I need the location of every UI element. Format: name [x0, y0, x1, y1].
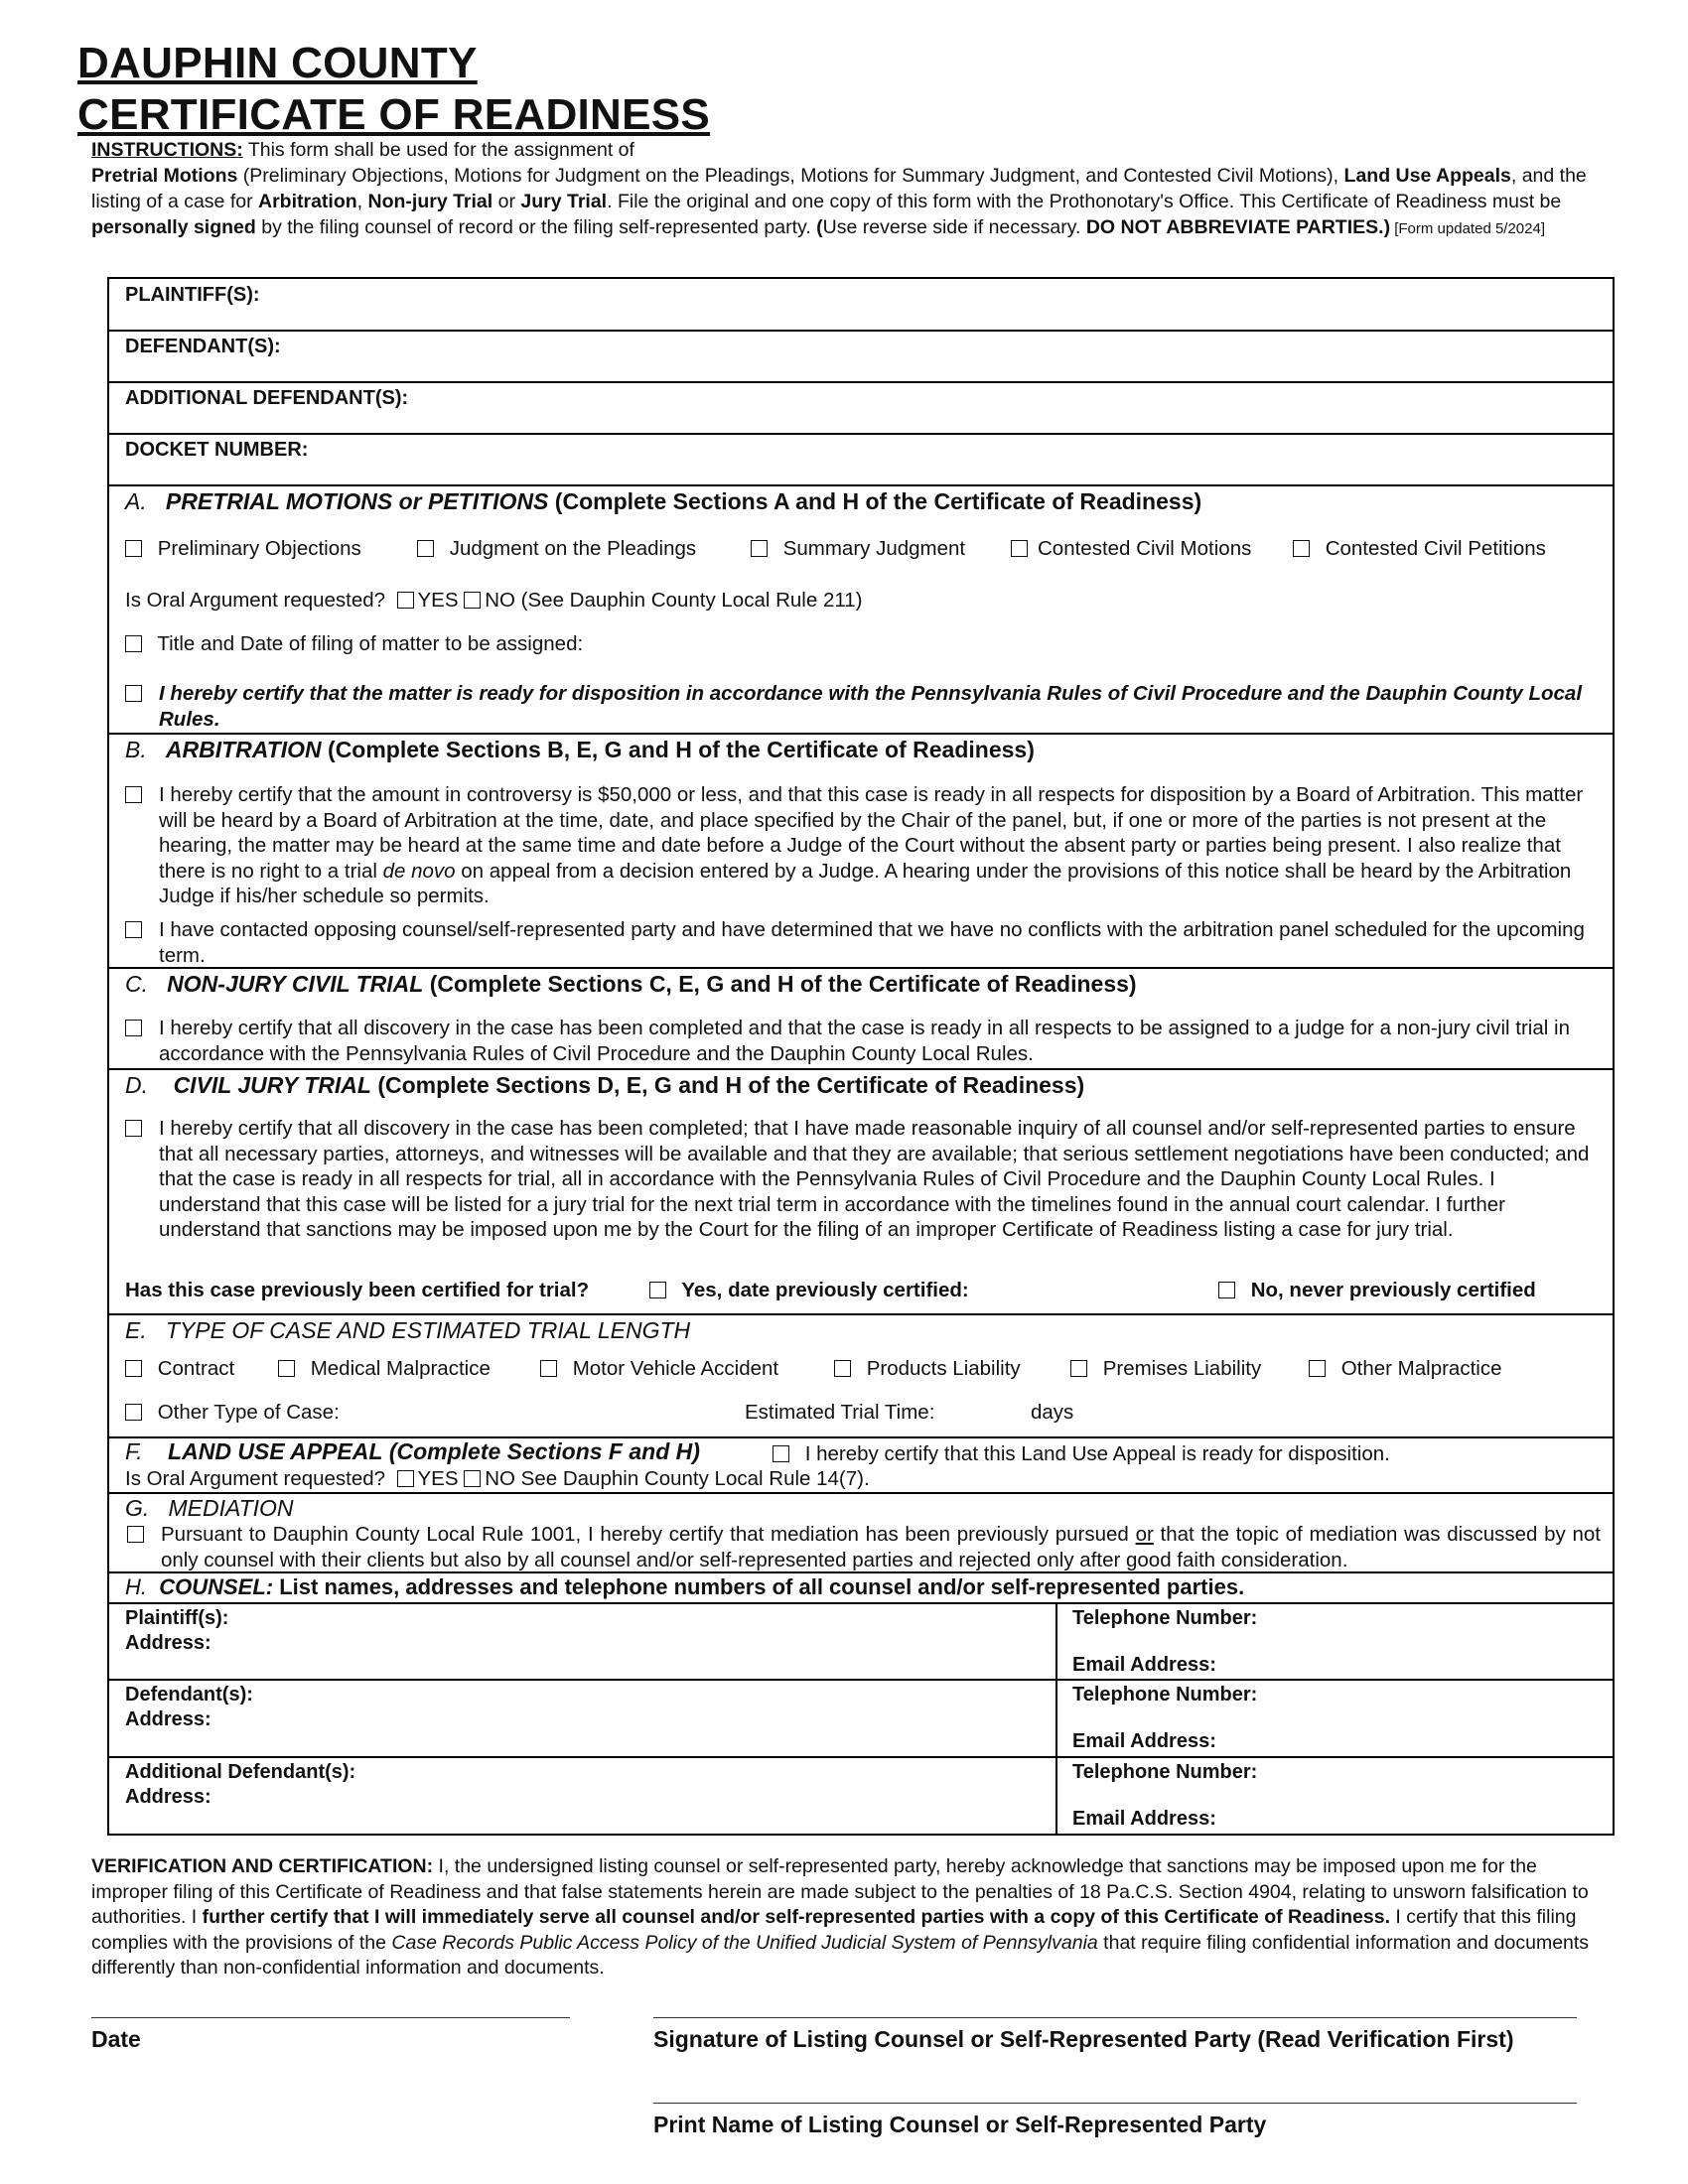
section-a-option[interactable] — [1011, 536, 1251, 562]
section-letter: C. — [125, 971, 148, 997]
land-use-certify[interactable] — [773, 1441, 1390, 1467]
section-name: CIVIL JURY TRIAL — [173, 1072, 371, 1098]
checkbox[interactable] — [834, 1360, 851, 1377]
instructions-text: , — [356, 191, 368, 212]
checkbox[interactable] — [649, 1282, 666, 1298]
date-label: Date — [91, 2026, 141, 2052]
checkbox[interactable] — [125, 1404, 142, 1421]
address-label: Address: — [125, 1786, 211, 1808]
column-divider — [1055, 1602, 1057, 1836]
checkbox[interactable] — [127, 1526, 144, 1543]
section-a-oral-argument — [125, 588, 862, 614]
section-letter: H. — [125, 1574, 147, 1599]
paragraph-text: I hereby certify that all discovery in the case has been completed and that the case is ready in all respects to be assigned to a judge for a non-jury civil trial in accordance with the Pennsylvania Rules of Civil Procedure and the Dauphin County Local Rules. — [159, 1017, 1570, 1065]
prev-certified-question: Has this case previously been certified for trial? — [125, 1279, 590, 1301]
section-h-heading — [125, 1573, 1244, 1601]
section-f-oral-argument — [125, 1466, 870, 1492]
party-label: Plaintiff(s): — [125, 1607, 229, 1629]
instructions-text: . File the original and one copy of this form with the Prothonotary's Office. This Certificate of Readiness must be — [607, 191, 1562, 212]
certificate-form — [107, 277, 1615, 1836]
section-name: LAND USE APPEAL — [168, 1438, 383, 1464]
option-label: Contract — [157, 1357, 235, 1380]
title-line-1: DAUPHIN COUNTY — [77, 39, 478, 87]
paragraph-text: I have contacted opposing counsel/self-represented party and have determined that we have no conflicts with the arbitration panel scheduled for the upcoming term. — [159, 918, 1585, 967]
days-label: days — [1031, 1401, 1074, 1424]
section-instructions: (Complete Sections C, E, G and H of the Certificate of Readiness) — [423, 971, 1137, 997]
section-a-certify[interactable] — [159, 681, 1589, 732]
checkbox[interactable] — [125, 540, 142, 557]
checkbox[interactable] — [1293, 540, 1310, 557]
section-b-heading — [125, 736, 1035, 764]
section-name: MEDIATION — [168, 1495, 294, 1521]
checkbox[interactable] — [751, 540, 768, 557]
docket-number-field[interactable]: DOCKET NUMBER: — [125, 439, 309, 461]
case-type-option[interactable] — [125, 1356, 234, 1382]
counsel-party-field[interactable] — [125, 1683, 253, 1732]
rule — [109, 1756, 1613, 1758]
verification — [91, 1854, 1591, 1981]
instructions-text: , and the listing of a case for — [91, 165, 1587, 212]
rule — [109, 1679, 1613, 1681]
rule — [109, 381, 1613, 383]
instructions-bold: Land Use Appeals — [1343, 165, 1511, 187]
section-letter: E. — [125, 1317, 147, 1343]
prev-certified-no[interactable] — [1218, 1278, 1536, 1303]
option-label: I hereby certify that this Land Use Appeal is ready for disposition. — [804, 1442, 1390, 1465]
counsel-party-field[interactable] — [125, 1760, 355, 1810]
counsel-email-field[interactable]: Email Address: — [1072, 1654, 1216, 1676]
section-letter: A. — [125, 488, 147, 514]
section-a-option[interactable] — [751, 536, 965, 562]
counsel-email-field[interactable]: Email Address: — [1072, 1808, 1216, 1830]
verification-label: VERIFICATION AND CERTIFICATION: — [91, 1855, 434, 1877]
verification-italic: Case Records Public Access Policy of the Unified Judicial System of Pennsylvania — [391, 1931, 1098, 1954]
paragraph-italic: de novo — [382, 859, 456, 883]
checkbox[interactable] — [1309, 1360, 1326, 1377]
section-letter: B. — [125, 737, 147, 762]
instructions — [91, 137, 1601, 242]
certify-text: I hereby certify that the matter is ready for disposition in accordance with the Pennsylvania Rules of Civil Procedure and the Dauphin County Local Rules. — [159, 682, 1583, 731]
verification-text: I certify that this filing complies with the provisions of the — [91, 1906, 1577, 1954]
checkbox[interactable] — [1070, 1360, 1087, 1377]
paragraph-text: I hereby certify that the amount in controversy is $50,000 or less, and that this case is ready in all respects for disposition by a Board of Arbitration. This matter will be heard by a Board of Arbitration at the time, date, and place specified by the Chair of the panel, but, if one or more of the parties is not present at the hearing, the matter may be heard at the same time and date before a Judge of the Court without the absent party or parties being present. I also realize that there is no right to a trial — [159, 783, 1584, 883]
oral-argument-question: Is Oral Argument requested? — [125, 589, 386, 612]
prev-certified-yes[interactable] — [649, 1278, 969, 1303]
rule — [109, 1068, 1613, 1070]
checkbox[interactable] — [125, 1020, 142, 1036]
option-label: Judgment on the Pleadings — [449, 537, 697, 560]
option-label: No, never previously certified — [1250, 1279, 1536, 1301]
verification-text: that require filing confidential information and documents differently than non-confidential information and documents. — [91, 1931, 1590, 1979]
title-line-2: CERTIFICATE OF READINESS — [77, 90, 711, 139]
paragraph-text: Pursuant to Dauphin County Local Rule 1001, I hereby certify that mediation has been previously pursued — [161, 1523, 1136, 1546]
section-g-heading — [125, 1494, 294, 1523]
address-label: Address: — [125, 1632, 211, 1654]
section-letter: F. — [125, 1438, 143, 1464]
checkbox[interactable] — [125, 1120, 142, 1137]
signature-line[interactable] — [653, 2017, 1577, 2018]
instructions-text: Use reverse side if necessary. — [822, 216, 1086, 238]
section-a-heading — [125, 487, 1201, 516]
section-instructions: (Complete Sections F and H) — [388, 1438, 700, 1464]
instructions-bold: personally signed — [91, 216, 256, 238]
plaintiffs-field[interactable]: PLAINTIFF(S): — [125, 284, 260, 306]
counsel-phone-field[interactable]: Telephone Number: — [1072, 1607, 1258, 1629]
section-b-arbitration-certify[interactable] — [159, 782, 1599, 909]
checkbox[interactable] — [1011, 540, 1028, 557]
instructions-label: INSTRUCTIONS: — [91, 139, 243, 161]
paragraph-text: that the topic of mediation was discussed by not only counsel with their clients but also by all counsel and/or self-represented parties and rejected only after good faith consideration. — [161, 1523, 1601, 1571]
additional-defendants-field[interactable]: ADDITIONAL DEFENDANT(S): — [125, 387, 409, 409]
verification-text: I, the undersigned listing counsel or self-represented party, hereby acknowledge that sanctions may be imposed upon me for the improper filing of this Certificate of Readiness and that false statements herein are made subject to the penalties of 18 Pa.C.S. Section 4904, relating to unsworn falsification to authorities. I — [91, 1855, 1589, 1928]
instructions-text: by the filing counsel of record or the filing self-represented party. — [255, 216, 817, 238]
section-name: PRETRIAL MOTIONS or PETITIONS — [165, 488, 549, 514]
option-label: Motor Vehicle Accident — [572, 1357, 779, 1380]
no-label: NO See Dauphin County Local Rule 14(7). — [485, 1467, 870, 1490]
counsel-email-field[interactable]: Email Address: — [1072, 1730, 1216, 1752]
estimated-trial-time-label: Estimated Trial Time: — [745, 1401, 935, 1424]
print-name-line[interactable] — [653, 2103, 1577, 2104]
rule — [109, 1602, 1613, 1604]
section-letter: G. — [125, 1495, 150, 1521]
verification-bold: further certify that I will immediately serve all counsel and/or self-represented parties with a copy of this Certificate of Readiness. — [202, 1906, 1390, 1928]
instructions-bold: Jury Trial — [520, 191, 608, 212]
section-a-option[interactable] — [125, 536, 361, 562]
case-type-option[interactable] — [834, 1356, 1021, 1382]
option-label: Products Liability — [866, 1357, 1021, 1380]
form-updated-note: [Form updated 5/2024] — [1390, 220, 1545, 237]
rule — [109, 1313, 1613, 1315]
section-name: ARBITRATION — [165, 737, 322, 762]
instructions-bold: Arbitration — [258, 191, 357, 212]
checkbox[interactable] — [125, 1360, 142, 1377]
case-type-option[interactable] — [540, 1356, 778, 1382]
case-type-option[interactable] — [1309, 1356, 1501, 1382]
date-line[interactable] — [91, 2017, 570, 2018]
rule — [109, 484, 1613, 486]
title-date-field[interactable] — [125, 631, 583, 657]
oral-no-checkbox[interactable] — [464, 1470, 481, 1487]
checkbox[interactable] — [125, 786, 142, 803]
party-label: Defendant(s): — [125, 1684, 253, 1706]
option-label: Contested Civil Petitions — [1325, 537, 1546, 560]
instructions-bold: DO NOT ABBREVIATE PARTIES.) — [1085, 216, 1391, 238]
party-label: Additional Defendant(s): — [125, 1761, 356, 1783]
section-c-heading — [125, 970, 1137, 999]
checkbox[interactable] — [125, 921, 142, 938]
option-label: Preliminary Objections — [157, 537, 361, 560]
section-g-certify[interactable] — [161, 1522, 1601, 1572]
checkbox[interactable] — [540, 1360, 557, 1377]
section-instructions: (Complete Sections D, E, G and H of the Certificate of Readiness) — [370, 1072, 1085, 1098]
checkbox[interactable] — [773, 1445, 789, 1462]
instructions-text: This form shall be used for the assignment of — [242, 139, 634, 161]
option-label: Other Malpractice — [1340, 1357, 1502, 1380]
checkbox[interactable] — [125, 635, 142, 652]
yes-label: YES — [417, 1467, 459, 1490]
rule — [109, 433, 1613, 435]
print-name-label: Print Name of Listing Counsel or Self-Represented Party — [653, 2112, 1267, 2137]
defendants-field[interactable]: DEFENDANT(S): — [125, 336, 281, 357]
rule — [109, 330, 1613, 332]
title-date-label: Title and Date of filing of matter to be assigned: — [157, 632, 584, 655]
paragraph-text: on appeal from a decision entered by a Judge. A hearing under the provisions of this notice shall be heard by the Arbitration Judge if his/her schedule so permits. — [159, 859, 1572, 907]
section-b-conflicts-certify[interactable] — [159, 917, 1599, 968]
case-type-option[interactable] — [278, 1356, 491, 1382]
option-label: Summary Judgment — [782, 537, 966, 560]
instructions-bold: Pretrial Motions — [91, 165, 238, 187]
section-c-certify[interactable] — [159, 1016, 1599, 1066]
oral-no-checkbox[interactable] — [464, 592, 481, 609]
paragraph-underline: or — [1135, 1523, 1154, 1546]
yes-label: YES — [417, 589, 459, 612]
paragraph-text: I hereby certify that all discovery in the case has been completed; that I have made reasonable inquiry of all counsel and/or self-represented parties to ensure that all necessary parties, attorneys, and witnesses will be available and that they are available; that serious settlement negotiations have been conducted; and that the case is ready in all respects for trial, all in accordance with the Pennsylvania Rules of Civil Procedure and the Dauphin County Local Rules. I understand that this case will be listed for a jury trial for the next trial term in accordance with the timelines found in the annual court calendar. I further understand that sanctions may be imposed upon me by the Court for the filing of an improper Certificate of Readiness listing a case for jury trial. — [159, 1117, 1590, 1241]
section-instructions: (Complete Sections A and H of the Certificate of Readiness) — [548, 488, 1202, 514]
checkbox[interactable] — [278, 1360, 295, 1377]
instructions-bold: Non-jury Trial — [367, 191, 493, 212]
section-instructions: List names, addresses and telephone numbers of all counsel and/or self-represented parties. — [273, 1574, 1245, 1599]
instructions-text: (Preliminary Objections, Motions for Judgment on the Pleadings, Motions for Summary Judgment, and Contested Civil Motions), — [237, 165, 1344, 187]
option-label: Other Type of Case: — [157, 1401, 340, 1424]
rule — [109, 1492, 1613, 1494]
option-label: Medical Malpractice — [310, 1357, 491, 1380]
section-a-option[interactable] — [1293, 536, 1546, 562]
no-label: NO (See Dauphin County Local Rule 211) — [485, 589, 863, 612]
option-label: Yes, date previously certified: — [681, 1279, 969, 1301]
address-label: Address: — [125, 1708, 211, 1730]
section-e-heading — [125, 1316, 690, 1345]
signature-label: Signature of Listing Counsel or Self-Represented Party (Read Verification First) — [653, 2026, 1514, 2052]
counsel-phone-field[interactable]: Telephone Number: — [1072, 1761, 1258, 1783]
checkbox[interactable] — [1218, 1282, 1235, 1298]
option-label: Premises Liability — [1102, 1357, 1262, 1380]
option-label: Contested Civil Motions — [1038, 537, 1252, 560]
section-name: TYPE OF CASE AND ESTIMATED TRIAL LENGTH — [165, 1317, 691, 1343]
section-name: COUNSEL: — [159, 1574, 274, 1599]
section-f-heading — [125, 1437, 700, 1466]
section-name: NON-JURY CIVIL TRIAL — [167, 971, 424, 997]
other-case-type-field[interactable] — [125, 1400, 340, 1426]
page-title — [77, 38, 710, 141]
section-instructions: (Complete Sections B, E, G and H of the Certificate of Readiness) — [321, 737, 1035, 762]
checkbox[interactable] — [125, 685, 142, 702]
oral-yes-checkbox[interactable] — [397, 1470, 414, 1487]
counsel-phone-field[interactable]: Telephone Number: — [1072, 1684, 1258, 1706]
section-d-heading — [125, 1071, 1084, 1100]
section-a-option[interactable] — [417, 536, 696, 562]
section-letter: D. — [125, 1072, 148, 1098]
instructions-bold: ( — [816, 216, 823, 238]
section-d-certify[interactable] — [159, 1116, 1599, 1243]
case-type-option[interactable] — [1070, 1356, 1261, 1382]
rule — [109, 733, 1613, 735]
checkbox[interactable] — [417, 540, 434, 557]
counsel-party-field[interactable] — [125, 1606, 228, 1656]
oral-argument-question: Is Oral Argument requested? — [125, 1467, 386, 1490]
instructions-text: or — [492, 191, 521, 212]
oral-yes-checkbox[interactable] — [397, 592, 414, 609]
